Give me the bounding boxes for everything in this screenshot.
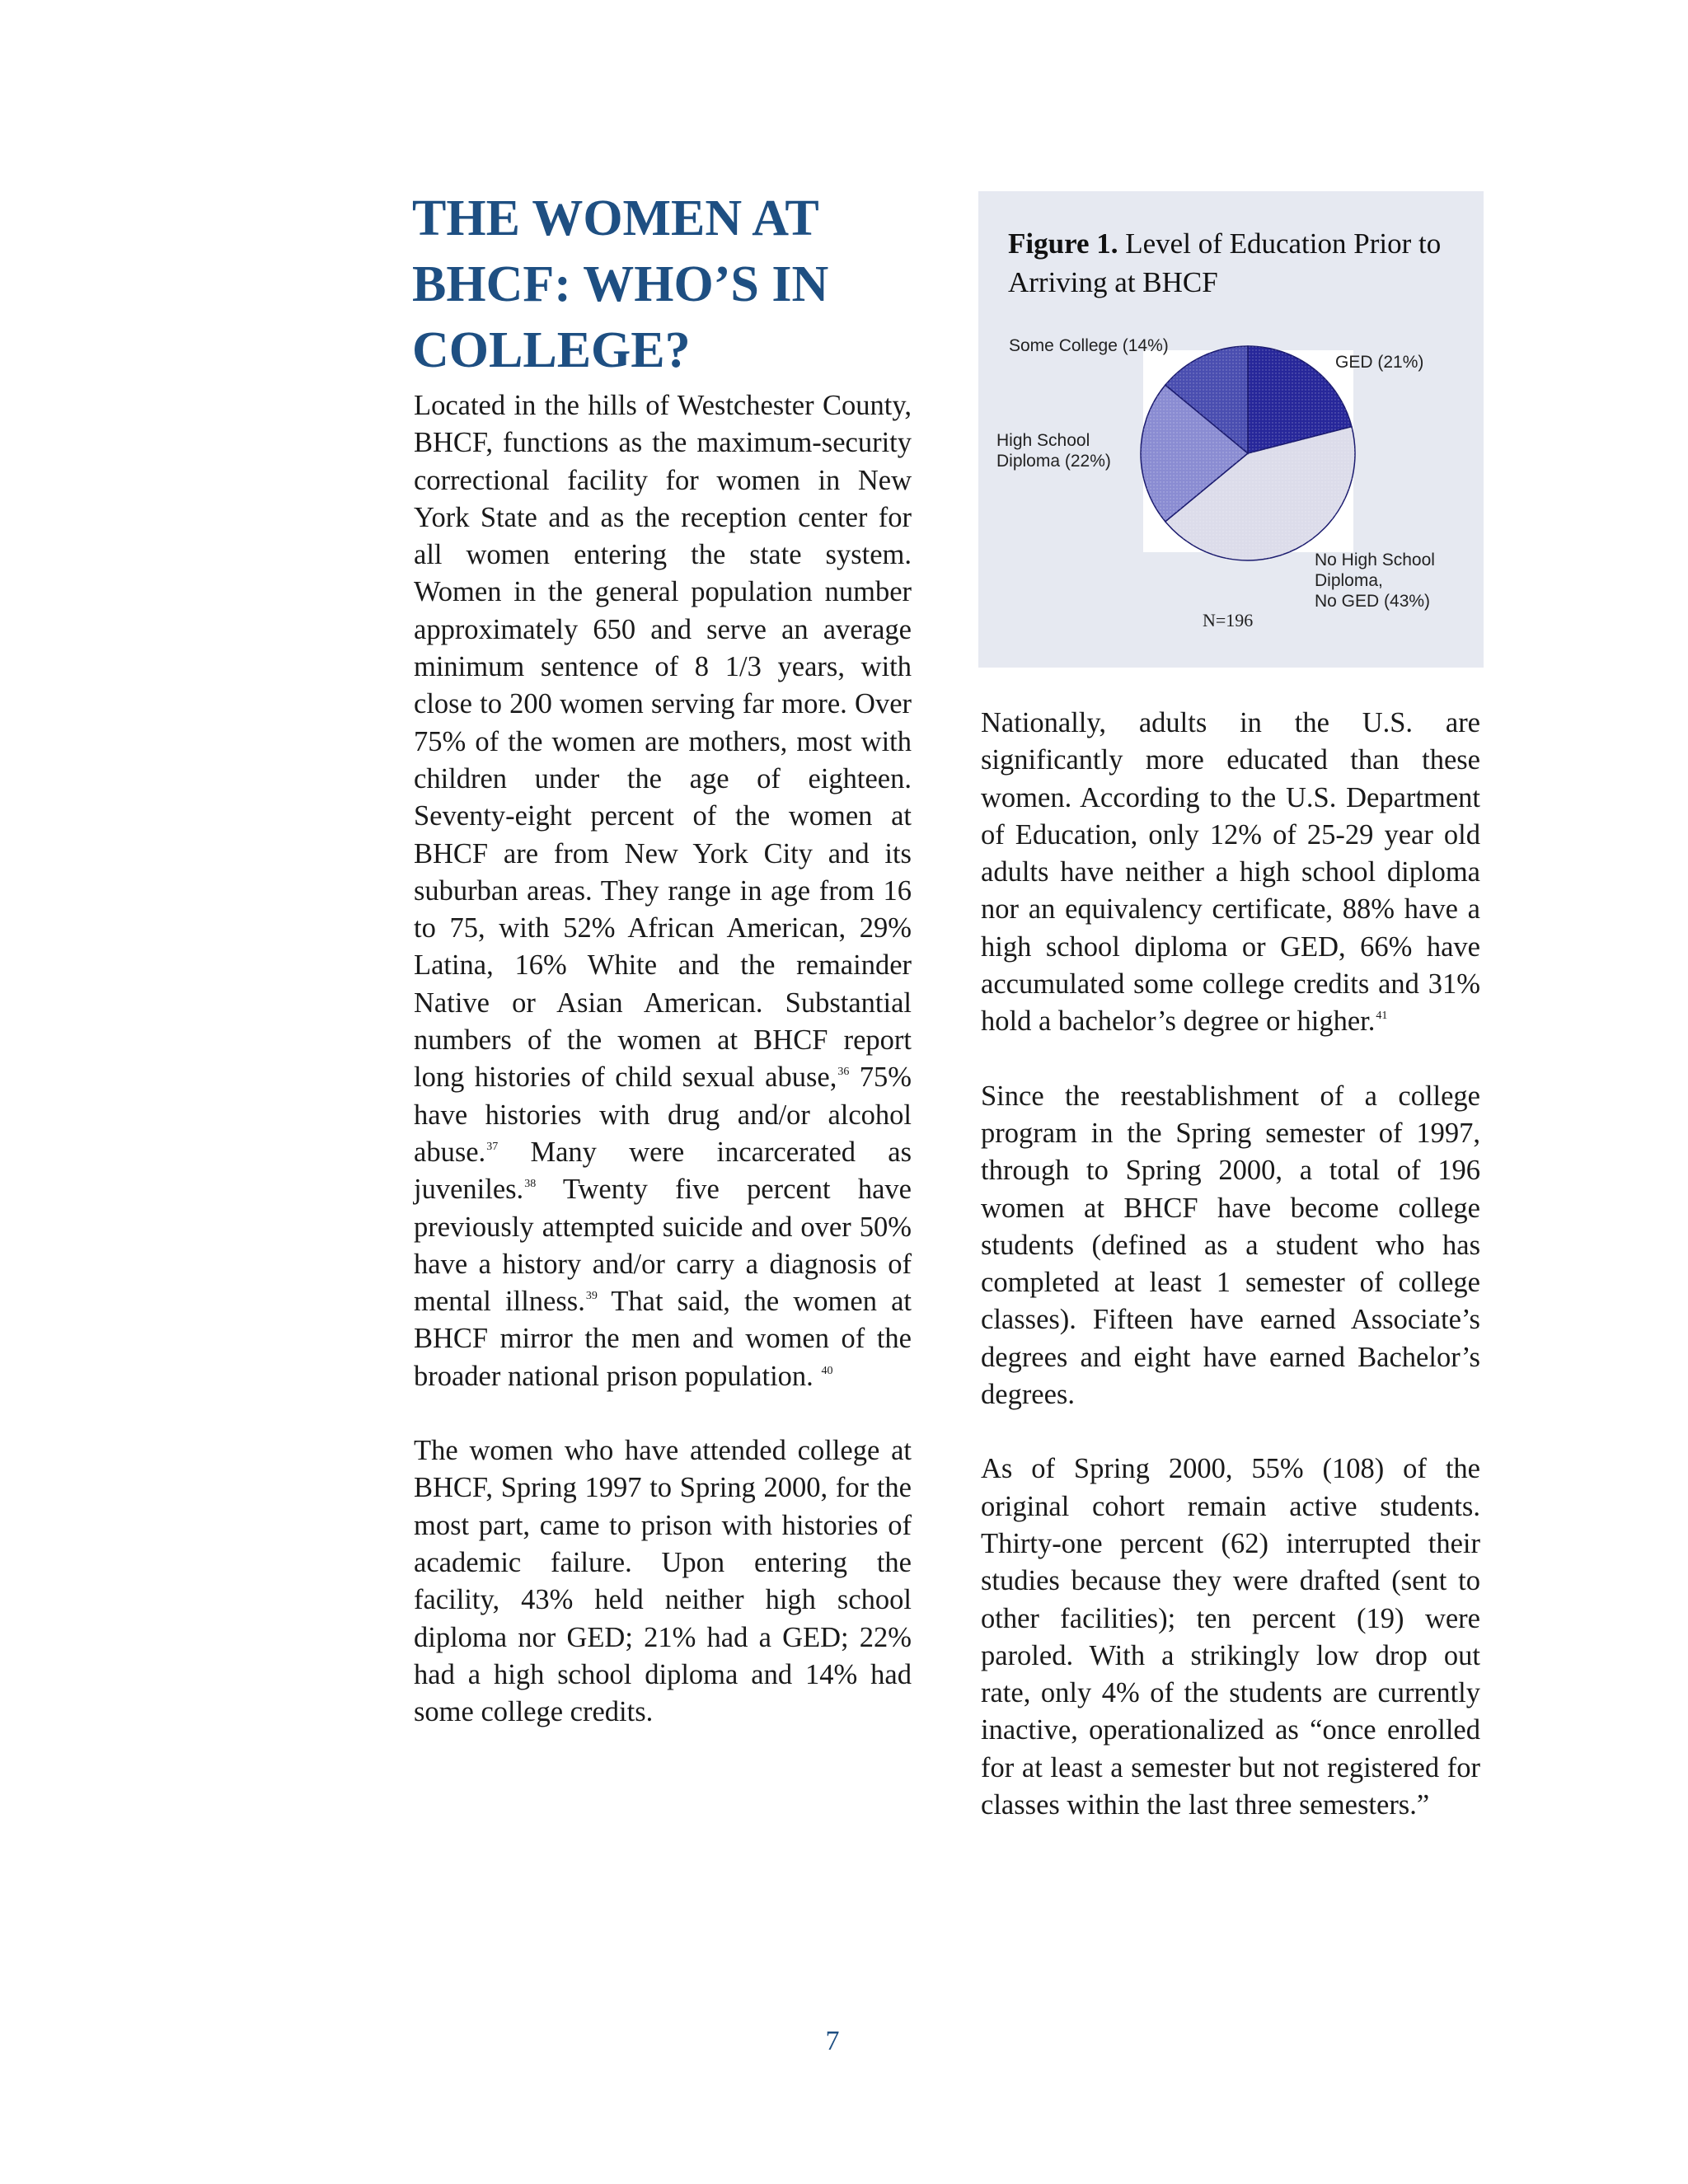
right-paragraph-3: As of Spring 2000, 55% (108) of the original cohort remain active students. Thirty-one percent (62) interrupted their studies because they were drafted (sent to other facilities); ten percent (19) were paroled. With a strikingly low drop out rate, only 4% of the students are currently inactive, operationalized as “once enrolled for at least a semester but not registered for classes within the last three semesters.”: [981, 1453, 1480, 1821]
text-run: Nationally, adults in the U.S. are significantly more educated than these women. According to the U.S. Department of Education, only 12% of 25-29 year old adults have neither a high school diploma nor an equivalency certificate, 88% have a high school diploma or GED, 66% have accumulated some college credits and 31% hold a bachelor’s degree or higher.: [981, 707, 1480, 1038]
sample-size-note: N=196: [1203, 610, 1254, 630]
footnote-ref-36: 36: [837, 1066, 850, 1079]
page-number: 7: [825, 2026, 840, 2056]
pie-label-line: High School: [996, 431, 1090, 450]
text-run: That said, the women at BHCF mirror the men and women of the broader national prison population.: [414, 1286, 912, 1392]
right-paragraph-2: Since the reestablishment of a college program in the Spring semester of 1997, through to Spring 2000, a total of 196 women at BHCF have become college students (defined as a student who has completed at least 1 semester of college classes). Fifteen have earned Associate’s degrees and eight have earned Bachelor’s degrees.: [981, 1080, 1480, 1411]
figure-caption-text: Level of Education Prior to Arriving at BHCF: [1008, 227, 1442, 298]
pie-label-some-college: Some College (14%): [1009, 336, 1169, 355]
left-paragraph-1: [414, 387, 912, 1395]
text-run: Many were incarcerated as juveniles.: [414, 1136, 912, 1206]
pie-label-line: No GED (43%): [1315, 592, 1431, 611]
footnote-ref-38: 38: [524, 1178, 537, 1191]
right-paragraph-1: [981, 705, 1480, 1041]
footnote-ref-37: 37: [486, 1140, 499, 1153]
left-paragraph-2: The women who have attended college at BHCF, Spring 1997 to Spring 2000, for the most part, came to prison with histories of academic failure. Upon entering the facility, 43% held neither high school diploma nor GED; 21% had a GED; 22% had a high school diploma and 14% had some college credits.: [414, 1435, 912, 1728]
pie-label-no-diploma-no-ged: [1315, 550, 1479, 612]
right-column: [981, 705, 1480, 1824]
footnote-ref-41: 41: [1376, 1010, 1388, 1023]
text-run: Located in the hills of Westchester County, BHCF, functions as the maximum-security correctional facility for women in New York State and as the reception center for all women entering the state system. Women in the general population number approximately 650 and serve an average minimum sentence of 8 1/3 years, with close to 200 women serving far more. Over 75% of the women are mothers, most with children under the age of eighteen. Seventy-eight percent of the women at BHCF are from New York City and its suburban areas. They range in age from 16 to 75, with 52% African American, 29% Latina, 16% White and the remainder Native or Asian American. Substantial numbers of the women at BHCF report long histories of child sexual abuse,: [414, 390, 912, 1094]
pie-label-high-school-diploma: [996, 430, 1145, 471]
figure-label: Figure 1.: [1008, 227, 1118, 260]
figure-1: [978, 191, 1484, 668]
left-column: [414, 387, 912, 1731]
footnote-ref-40: 40: [821, 1364, 833, 1377]
text-run: Twenty five percent have previously attempted suicide and over 50% have a history and/or carry a diagnosis of mental illness.: [414, 1174, 912, 1318]
pie-label-line: Diploma,: [1315, 571, 1383, 590]
pie-label-line: No High School: [1315, 551, 1435, 569]
pie-label-line: Diploma (22%): [996, 452, 1111, 471]
page-title: THE WOMEN AT BHCF: WHO’S IN COLLEGE?: [412, 190, 829, 378]
footnote-ref-39: 39: [585, 1290, 598, 1303]
text-run: 75% have histories with drug and/or alcohol abuse.: [414, 1062, 912, 1168]
pie-label-ged: GED (21%): [1335, 353, 1424, 372]
